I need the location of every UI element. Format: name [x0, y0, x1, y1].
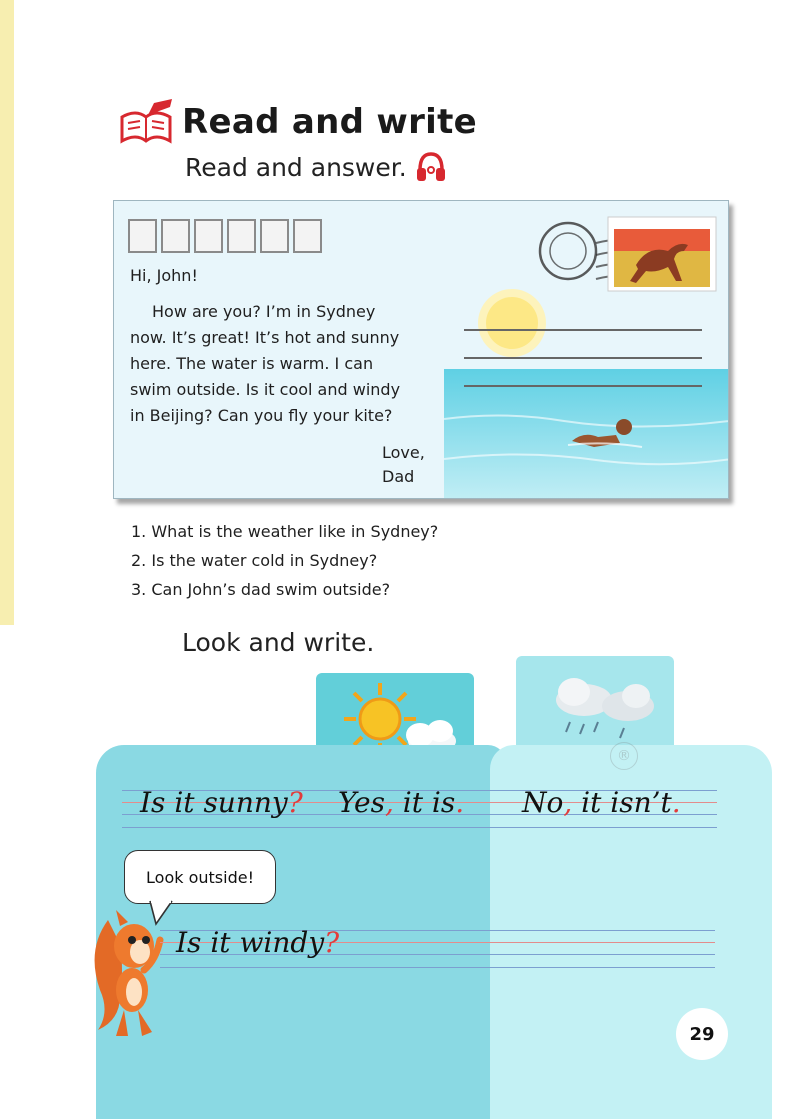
page-number: 29	[676, 1008, 728, 1060]
squirrel-character	[90, 900, 170, 1045]
postcode-box	[227, 219, 256, 253]
section-heading	[118, 92, 477, 152]
period-mark: .	[455, 786, 465, 819]
postcode-box	[194, 219, 223, 253]
address-line	[464, 385, 702, 387]
postcard-line: here. The water is warm. I can	[130, 354, 374, 373]
postcard	[113, 200, 729, 499]
handwriting-text: No	[522, 786, 564, 819]
postcode-box	[128, 219, 157, 253]
address-line	[464, 329, 702, 331]
postcard-signature: Dad	[382, 467, 415, 486]
section-title: Read and write	[182, 102, 478, 142]
postcard-line: in Beijing? Can you fly your kite?	[130, 406, 393, 425]
look-and-write-heading: Look and write.	[182, 628, 375, 657]
postcard-closing: Love,	[382, 443, 425, 462]
handwriting-text: Is it sunny	[140, 786, 288, 819]
side-strip	[0, 0, 14, 625]
handwriting-line-1-question	[140, 786, 303, 819]
postcard-line: now. It’s great! It’s hot and sunny	[130, 328, 400, 347]
question-item: 2. Is the water cold in Sydney?	[131, 551, 378, 570]
address-line	[464, 357, 702, 359]
handwriting-text: it isn’t	[572, 786, 672, 819]
question-mark: ?	[287, 786, 303, 819]
speech-bubble	[124, 850, 276, 904]
pencil-book-icon	[118, 97, 176, 147]
question-item: 3. Can John’s dad swim outside?	[131, 580, 391, 599]
postcode-box	[293, 219, 322, 253]
postcard-greeting: Hi, John!	[130, 266, 198, 285]
swimmer-illustration	[564, 411, 644, 461]
postcard-line: swim outside. Is it cool and windy	[130, 380, 401, 399]
handwriting-line-2-question	[176, 926, 339, 959]
postcode-box	[161, 219, 190, 253]
read-and-answer-heading	[185, 150, 447, 184]
handwriting-text: it is	[393, 786, 456, 819]
rain-cloud-icon	[540, 666, 660, 752]
comma-mark: ,	[385, 786, 394, 819]
period-mark: .	[671, 786, 681, 819]
question-list	[131, 517, 438, 604]
read-and-answer-label: Read and answer.	[185, 152, 407, 182]
postcode-boxes	[128, 219, 322, 253]
question-mark: ?	[324, 926, 340, 959]
handwriting-text: Is it windy	[176, 926, 325, 959]
postcard-signoff	[382, 441, 425, 489]
question-item: 1. What is the weather like in Sydney?	[131, 522, 439, 541]
postcode-box	[260, 219, 289, 253]
kangaroo-stamp	[606, 215, 718, 293]
handwriting-line-1-no	[522, 786, 681, 819]
registered-mark: ®	[610, 742, 638, 770]
handwriting-line-1-yes	[338, 786, 464, 819]
headphones-icon[interactable]	[415, 150, 447, 184]
postcard-line: How are you? I’m in Sydney	[152, 302, 376, 321]
postcard-message	[130, 263, 450, 429]
handwriting-text: Yes	[338, 786, 385, 819]
speech-bubble-text: Look outside!	[146, 867, 254, 887]
comma-mark: ,	[563, 786, 573, 819]
